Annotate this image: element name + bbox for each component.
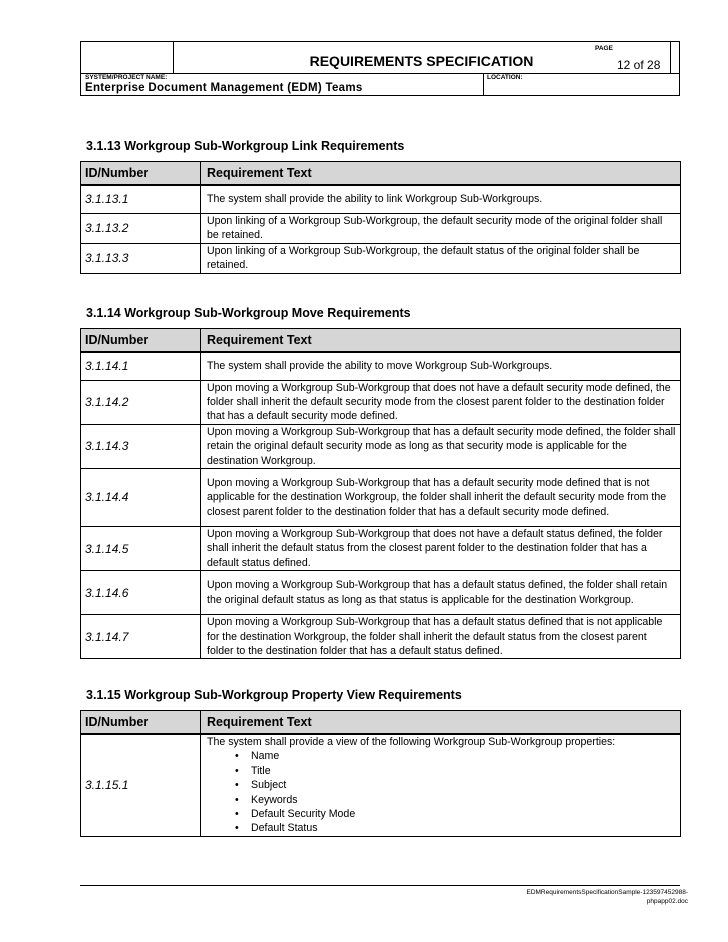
requirement-id: 3.1.13.3 — [81, 243, 201, 273]
table-row — [81, 468, 681, 526]
system-name: Enterprise Document Management (EDM) Teams — [85, 82, 363, 94]
requirements-table — [80, 161, 681, 274]
table-row — [81, 243, 681, 273]
table-row — [81, 185, 681, 213]
location-divider — [483, 73, 484, 95]
requirement-text: Upon moving a Workgroup Sub-Workgroup that does not have a default status defined, the folder shall inherit the default status from the closest parent folder to the destination folder that has a default status defined. — [201, 526, 681, 570]
requirement-text: The system shall provide the ability to move Workgroup Sub-Workgroups. — [201, 352, 681, 380]
header-top-row — [81, 42, 679, 74]
requirement-text: Upon moving a Workgroup Sub-Workgroup that has a default security mode defined that is not applicable for the destination Workgroup, the folder shall inherit the default security mode from the closest parent folder to the destination folder that has a default security mode defined. — [201, 468, 681, 526]
page-number: 12 of 28 — [617, 58, 661, 72]
table-header-row — [81, 329, 681, 353]
requirement-id: 3.1.14.7 — [81, 615, 201, 659]
property-name: Title — [251, 764, 271, 777]
requirement-text: The system shall provide the ability to link Workgroup Sub-Workgroups. — [201, 185, 681, 213]
list-item — [235, 807, 676, 821]
table-row — [81, 213, 681, 243]
requirements-table — [80, 710, 681, 837]
section-title: 3.1.13 Workgroup Sub-Workgroup Link Requirements — [86, 139, 405, 153]
bullet-icon: • — [235, 779, 239, 792]
requirement-id: 3.1.14.1 — [81, 352, 201, 380]
requirement-id: 3.1.14.3 — [81, 424, 201, 468]
header-logo-cell — [81, 42, 174, 73]
page-caption: PAGE — [595, 45, 613, 52]
list-item — [235, 793, 676, 807]
location-caption: LOCATION: — [487, 74, 523, 81]
document-title: REQUIREMENTS SPECIFICATION — [173, 42, 671, 73]
requirement-id: 3.1.13.1 — [81, 185, 201, 213]
section-title: 3.1.15 Workgroup Sub-Workgroup Property View Requirements — [86, 688, 462, 702]
property-name: Keywords — [251, 793, 298, 806]
requirement-text: Upon linking of a Workgroup Sub-Workgroup, the default status of the original folder shall be retained. — [201, 243, 681, 273]
bullet-icon: • — [235, 822, 239, 835]
table-row — [81, 571, 681, 615]
bullet-icon: • — [235, 808, 239, 821]
requirement-text: Upon linking of a Workgroup Sub-Workgroup, the default security mode of the original folder shall be retained. — [201, 213, 681, 243]
property-name: Default Status — [251, 822, 318, 835]
requirement-text: Upon moving a Workgroup Sub-Workgroup that does not have a default security mode defined, the folder shall inherit the default security mode from the closest parent folder to the destination folder that has a default security mode defined. — [201, 380, 681, 424]
bullet-icon: • — [235, 793, 239, 806]
requirement-text: Upon moving a Workgroup Sub-Workgroup that has a default security mode defined, the folder shall retain the original default security mode as long as that security mode is applicable for the destination Workgroup. — [201, 424, 681, 468]
requirement-text: The system shall provide a view of the following Workgroup Sub-Workgroup properties: — [207, 736, 616, 748]
document-header — [80, 41, 680, 96]
table-row — [81, 380, 681, 424]
list-item — [235, 778, 676, 792]
list-item — [235, 764, 676, 778]
column-header-id: ID/Number — [81, 711, 201, 735]
column-header-text: Requirement Text — [201, 162, 681, 186]
system-caption: SYSTEM/PROJECT NAME: — [85, 74, 168, 81]
requirement-text: Upon moving a Workgroup Sub-Workgroup that has a default status defined that is not applicable for the destination Workgroup, the folder shall inherit the default status from the closest parent folder to the destination folder that has a default status defined. — [201, 615, 681, 659]
list-item — [235, 749, 676, 763]
footer-filename — [420, 888, 688, 906]
column-header-id: ID/Number — [81, 162, 201, 186]
property-name: Default Security Mode — [251, 808, 356, 821]
column-header-text: Requirement Text — [201, 711, 681, 735]
table-row — [81, 526, 681, 570]
requirement-id: 3.1.14.4 — [81, 468, 201, 526]
requirement-text-cell — [201, 734, 681, 836]
footer-filename-line1: EDMRequirementsSpecificationSample-123597452988- — [526, 889, 688, 896]
property-name: Name — [251, 750, 280, 763]
list-item — [235, 821, 676, 835]
requirement-id: 3.1.15.1 — [81, 734, 201, 836]
header-bottom-row — [81, 73, 679, 95]
bullet-icon: • — [235, 750, 239, 763]
requirement-id: 3.1.14.6 — [81, 571, 201, 615]
requirements-table — [80, 328, 681, 659]
footer-filename-line2: phpapp02.doc — [646, 898, 688, 905]
bullet-icon: • — [235, 764, 239, 777]
column-header-text: Requirement Text — [201, 329, 681, 353]
table-header-row — [81, 162, 681, 186]
table-row — [81, 734, 681, 836]
table-row — [81, 424, 681, 468]
section-title: 3.1.14 Workgroup Sub-Workgroup Move Requirements — [86, 306, 411, 320]
table-row — [81, 615, 681, 659]
property-name: Subject — [251, 779, 287, 792]
column-header-id: ID/Number — [81, 329, 201, 353]
requirement-text: Upon moving a Workgroup Sub-Workgroup that has a default status defined, the folder shall retain the original default status as long as that status is applicable for the destination Workgroup. — [201, 571, 681, 615]
footer-rule — [80, 885, 680, 886]
requirement-id: 3.1.14.5 — [81, 526, 201, 570]
property-list — [207, 749, 676, 835]
table-row — [81, 352, 681, 380]
requirement-id: 3.1.14.2 — [81, 380, 201, 424]
requirement-id: 3.1.13.2 — [81, 213, 201, 243]
table-header-row — [81, 711, 681, 735]
